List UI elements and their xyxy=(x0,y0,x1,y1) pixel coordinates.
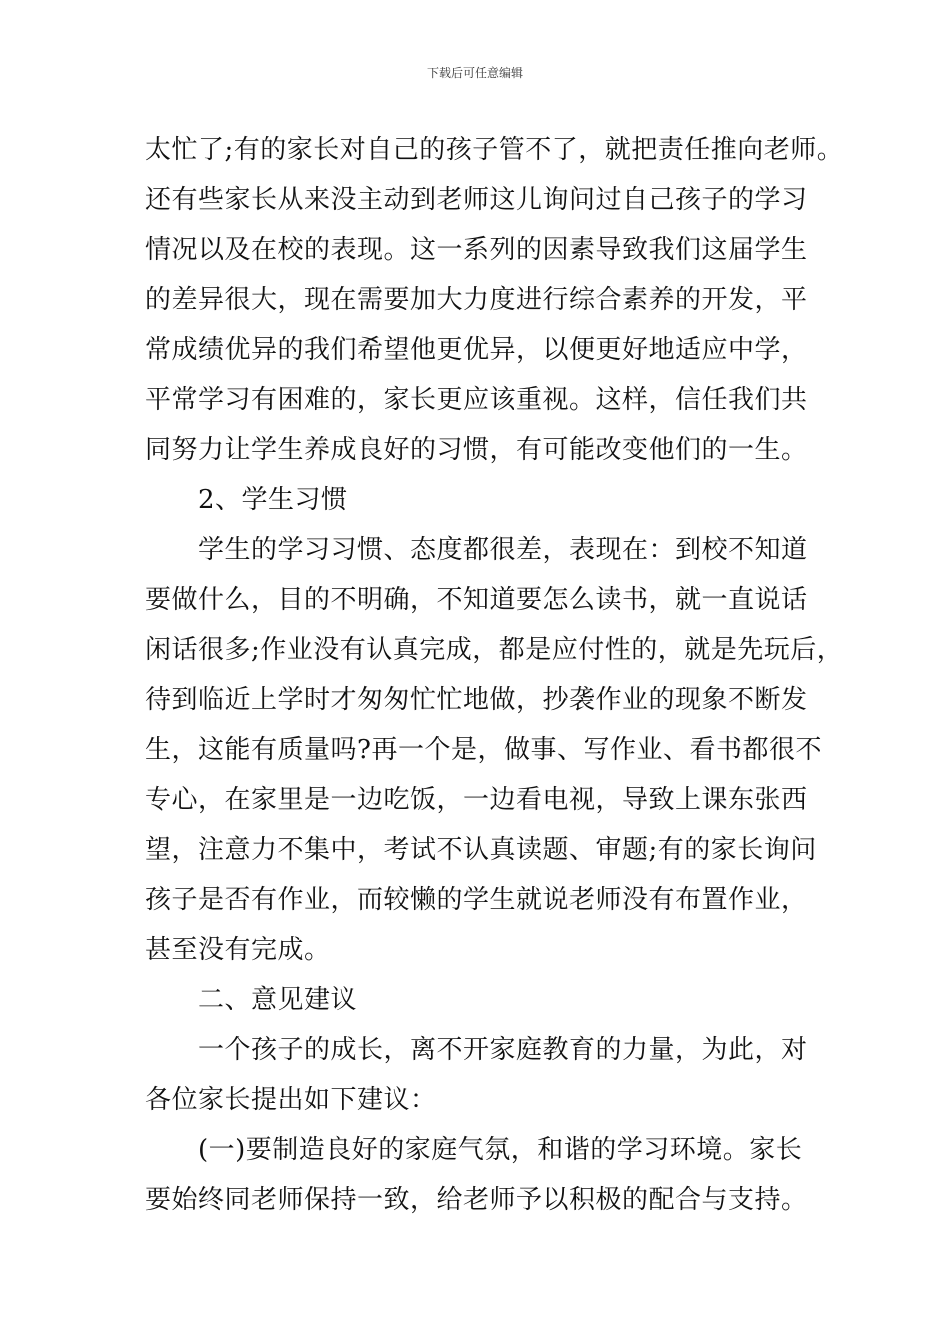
body-line: 的差异很大，现在需要加大力度进行综合素养的开发，平 xyxy=(145,285,808,315)
body-line: 常成绩优异的我们希望他更优异，以便更好地适应中学， xyxy=(145,335,808,365)
body-line: 要始终同老师保持一致，给老师予以积极的配合与支持。 xyxy=(145,1185,808,1215)
body-line: 甚至没有完成。 xyxy=(145,935,331,965)
section-heading: 2、学生习惯 xyxy=(198,485,348,515)
body-line: 还有些家长从来没主动到老师这儿询问过自己孩子的学习 xyxy=(145,185,808,215)
section-heading: 二、意见建议 xyxy=(198,985,358,1015)
body-line: 望，注意力不集中，考试不认真读题、审题;有的家长询问 xyxy=(145,835,817,865)
body-line: 闲话很多;作业没有认真完成，都是应付性的，就是先玩后， xyxy=(145,635,844,665)
body-line: 学生的学习习惯、态度都很差，表现在：到校不知道 xyxy=(198,535,808,565)
body-line: 各位家长提出如下建议： xyxy=(145,1085,437,1115)
page-header: 下载后可任意编辑 xyxy=(426,66,523,80)
body-line: 待到临近上学时才匆匆忙忙地做，抄袭作业的现象不断发 xyxy=(145,685,808,715)
body-line: 平常学习有困难的，家长更应该重视。这样，信任我们共 xyxy=(145,385,808,415)
body-line: 情况以及在校的表现。这一系列的因素导致我们这届学生 xyxy=(145,235,808,265)
body-line: 同努力让学生养成良好的习惯，有可能改变他们的一生。 xyxy=(145,435,808,465)
body-line: 太忙了;有的家长对自己的孩子管不了，就把责任推向老师。 xyxy=(145,135,844,165)
body-line: 要做什么，目的不明确，不知道要怎么读书，就一直说话 xyxy=(145,585,808,615)
body-line: 孩子是否有作业，而较懒的学生就说老师没有布置作业， xyxy=(145,885,808,915)
body-line: 生，这能有质量吗?再一个是，做事、写作业、看书都很不 xyxy=(145,735,822,765)
body-line: (一)要制造良好的家庭气氛，和谐的学习环境。家长 xyxy=(198,1135,803,1165)
body-line: 专心，在家里是一边吃饭，一边看电视，导致上课东张西 xyxy=(145,785,808,815)
body-line: 一个孩子的成长，离不开家庭教育的力量，为此，对 xyxy=(198,1035,808,1065)
